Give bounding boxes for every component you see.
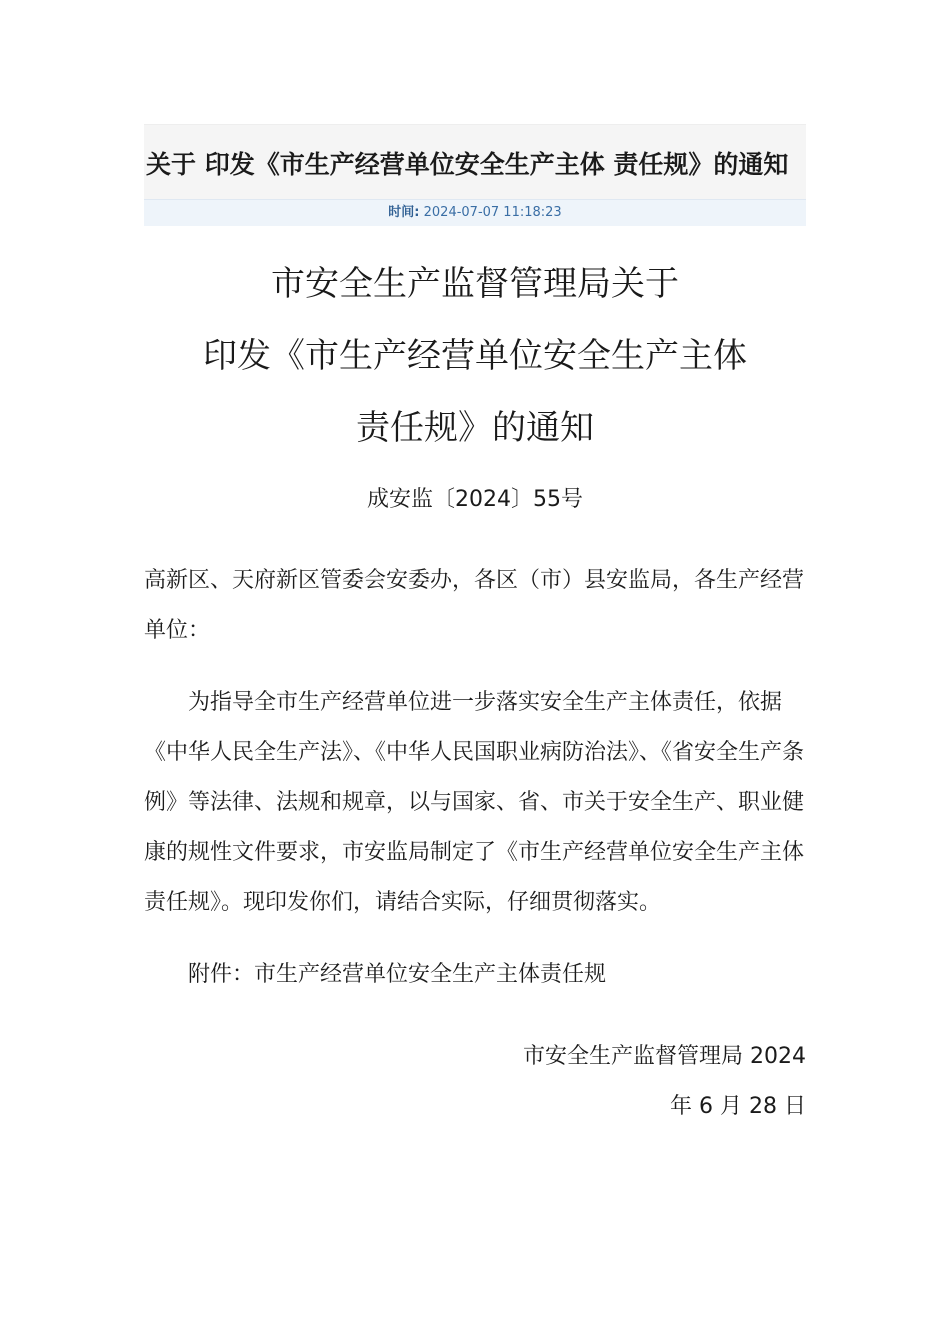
publish-time-label: 时间: <box>388 205 420 220</box>
issue-date: 年 6 月 28 日 <box>670 1094 806 1119</box>
document-number: 成安监〔2024〕55号 <box>367 487 583 512</box>
document-page <box>144 124 806 1132</box>
document-title-line-1: 市安全生产监督管理局关于 <box>271 264 679 304</box>
signoff <box>144 1032 806 1132</box>
document-title <box>144 248 806 464</box>
article-header <box>144 124 806 199</box>
article-title: 关于 印发《市生产经营单位安全生产主体 责任规》的通知 <box>146 150 789 179</box>
addressee: 高新区、天府新区管委会安委办，各区（市）县安监局，各生产经营单位： <box>144 568 805 643</box>
publish-time-bar <box>144 199 806 226</box>
document-title-line-3: 责任规》的通知 <box>356 408 594 448</box>
attachment-line: 附件：市生产经营单位安全生产主体责任规 <box>188 962 607 987</box>
body-paragraph: 为指导全市生产经营单位进一步落实安全生产主体责任，依据《中华人民全生产法》、《中华人民国职业病防治法》、《省安全生产条例》等法律、法规和规章，以与国家、省、市关于安全生产、职业健康的规性文件要求，市安监局制定了《市生产经营单位安全生产主体责任规》。现印发你们，请结合实际，仔细贯彻落实。 <box>144 690 805 915</box>
document-title-line-2: 印发《市生产经营单位安全生产主体 <box>203 336 747 376</box>
issuer: 市安全生产监督管理局 2024 <box>523 1044 806 1069</box>
publish-time-value: 2024-07-07 11:18:23 <box>423 205 562 220</box>
